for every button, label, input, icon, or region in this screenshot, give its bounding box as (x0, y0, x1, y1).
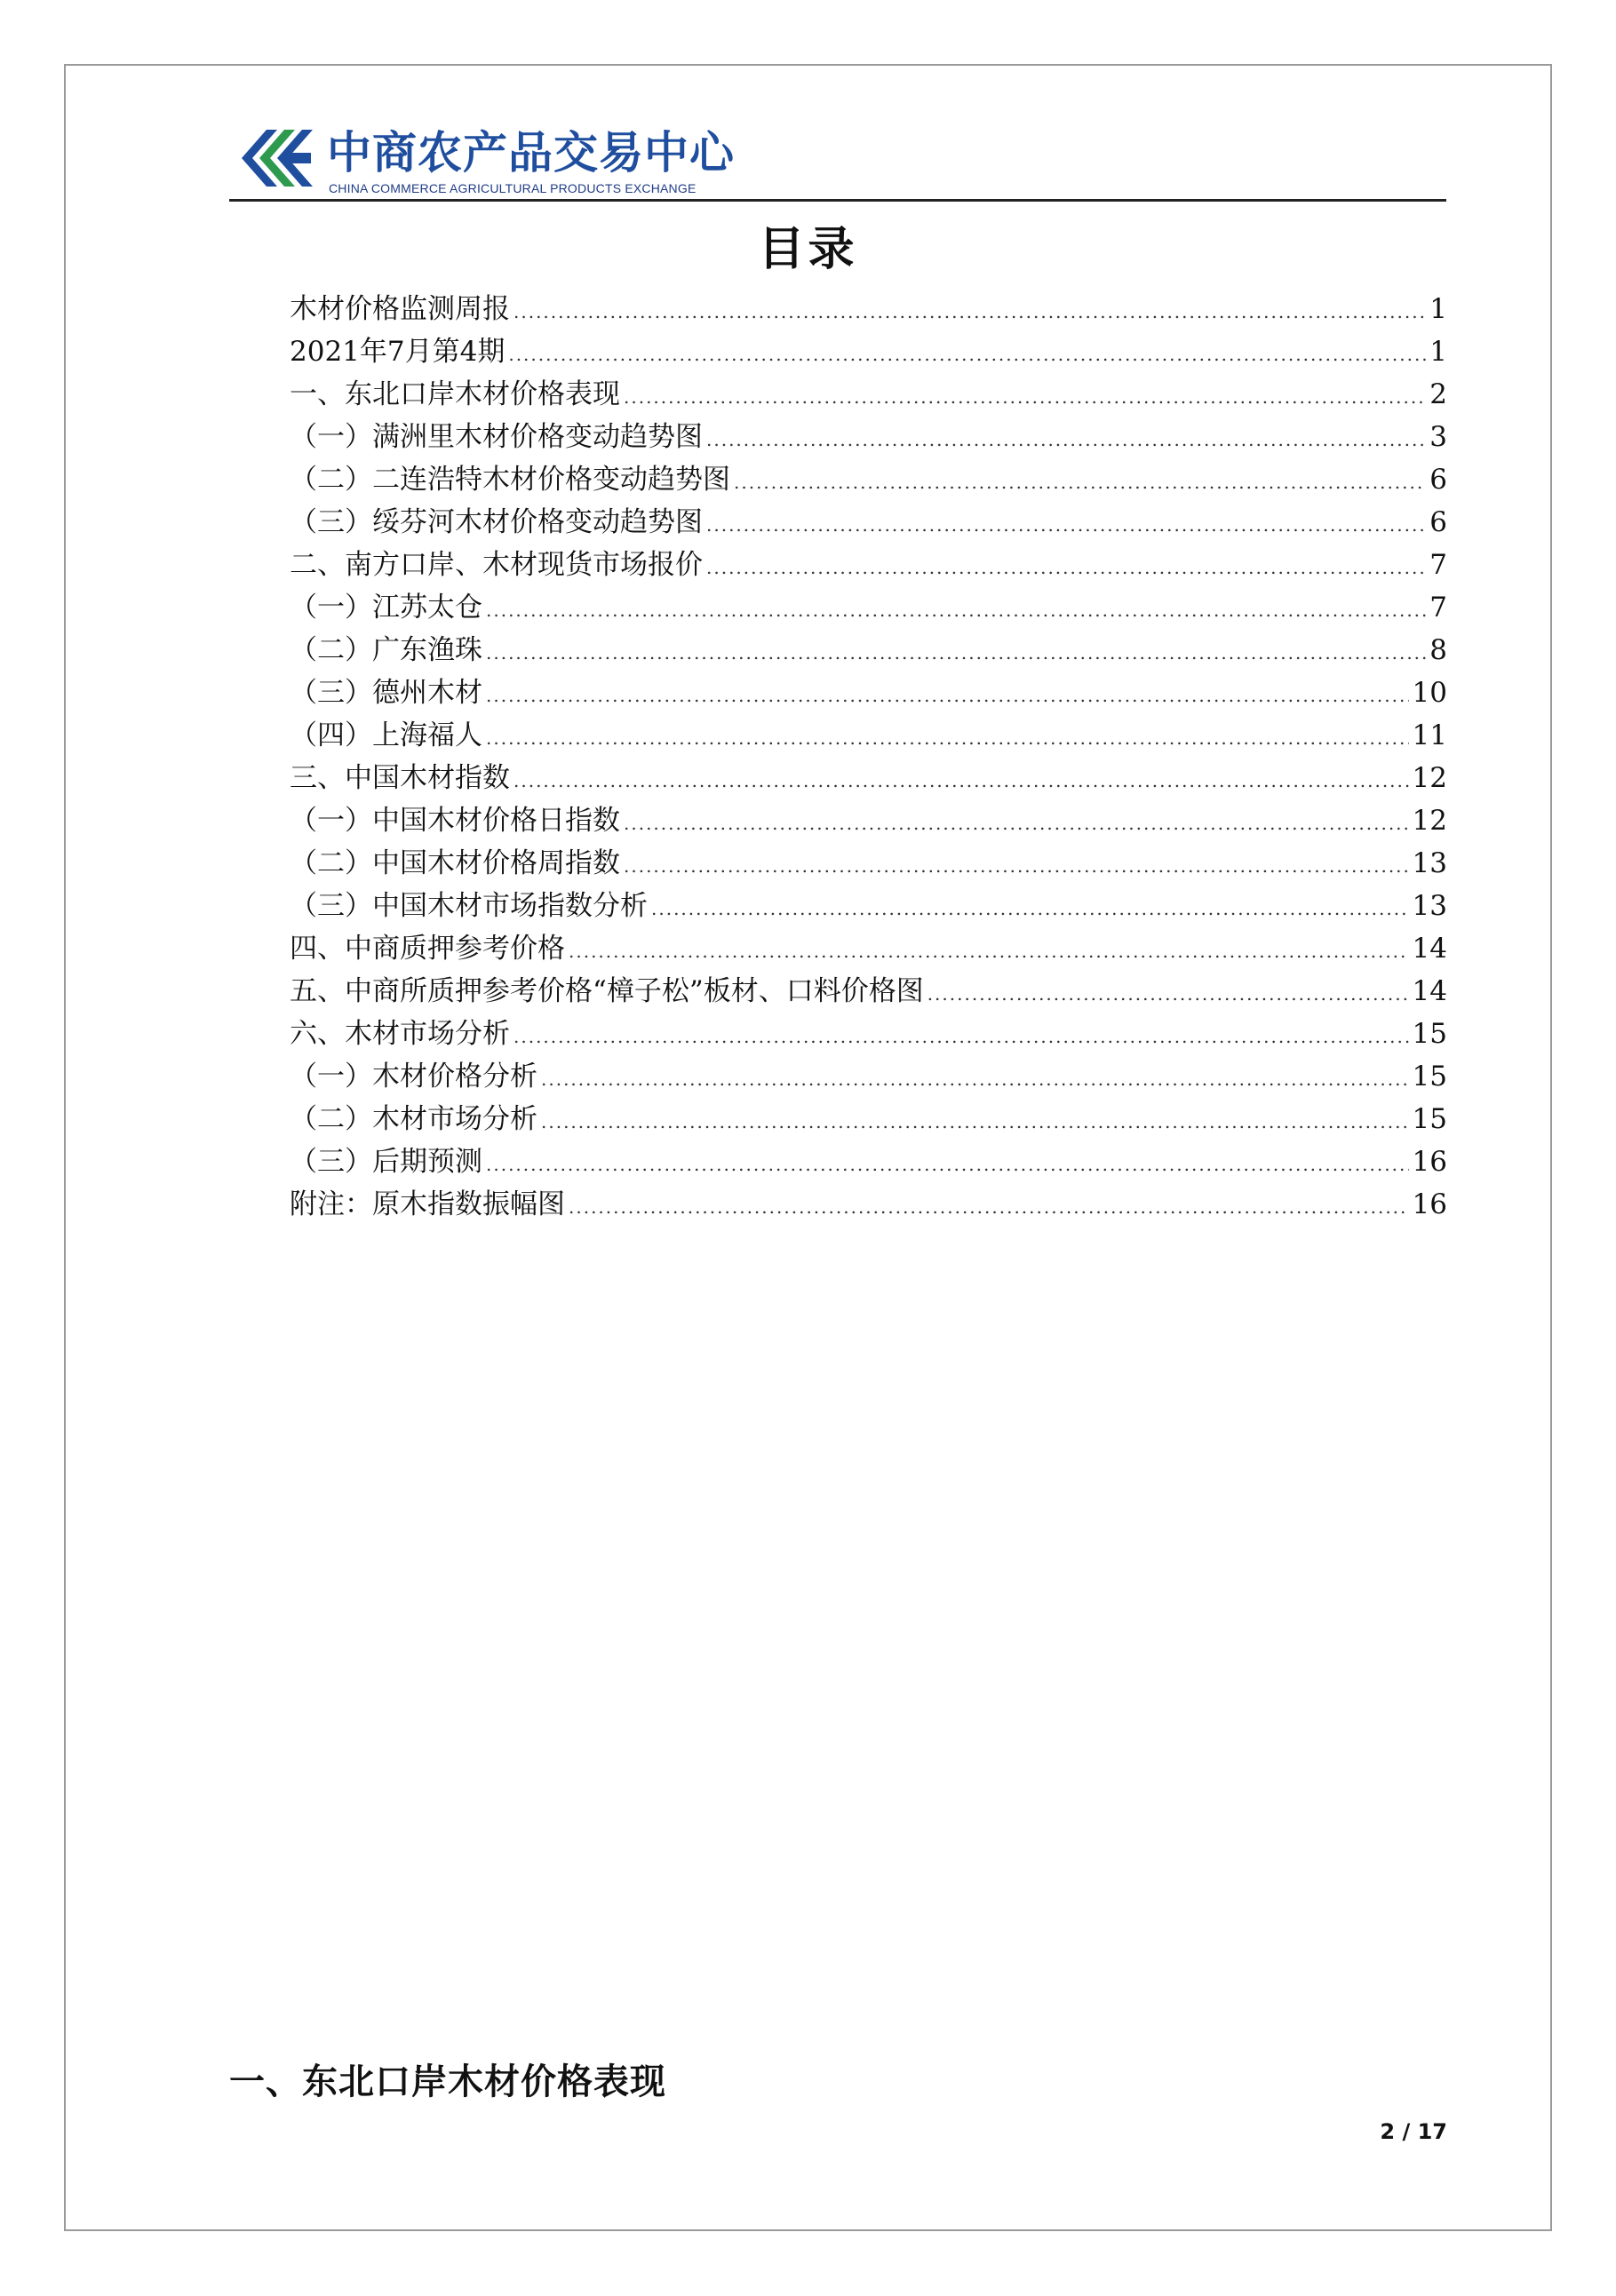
toc-entry-page: 15 (1412, 1061, 1447, 1092)
header-divider (229, 199, 1446, 202)
toc-leader-dots (486, 589, 1426, 632)
toc-leader-dots (486, 1143, 1409, 1186)
document-header (229, 112, 1446, 203)
toc-entry-text: 四、中商质押参考价格 (290, 933, 565, 965)
toc-entry-text: 五、中商所质押参考价格“樟子松”板材、口料价格图 (290, 975, 924, 1007)
toc-leader-dots (706, 504, 1426, 546)
toc-leader-dots (706, 418, 1426, 461)
toc-entry[interactable] (290, 458, 1447, 501)
toc-entry[interactable] (290, 1140, 1447, 1183)
toc-entry[interactable] (290, 330, 1447, 373)
toc-entry-page: 1 (1429, 293, 1447, 325)
toc-entry[interactable] (290, 1013, 1447, 1055)
section-heading: 一、东北口岸木材价格表现 (229, 2062, 666, 2102)
toc-entry-text: 木材价格监测周报 (290, 293, 510, 325)
toc-entry-page: 8 (1429, 634, 1447, 666)
toc-entry[interactable] (290, 757, 1447, 799)
toc-entry-page: 7 (1429, 549, 1447, 581)
toc-entry-text: （二）二连浩特木材价格变动趋势图 (290, 464, 730, 496)
brand-name-cn: 中商农产品交易中心 (327, 127, 735, 179)
toc-entry[interactable] (290, 842, 1447, 885)
toc-leader-dots (486, 717, 1409, 759)
toc-leader-dots (624, 845, 1409, 887)
toc-entry-page: 1 (1429, 336, 1447, 368)
toc-entry[interactable] (290, 1183, 1447, 1226)
toc-entry[interactable] (290, 501, 1447, 544)
toc-leader-dots (541, 1058, 1409, 1100)
toc-entry-page: 15 (1412, 1103, 1447, 1135)
toc-entry-text: （一）江苏太仓 (290, 592, 482, 624)
toc-entry-page: 2 (1429, 378, 1447, 410)
toc-entry-text: （一）木材价格分析 (290, 1061, 537, 1092)
toc-entry-text: 三、中国木材指数 (290, 762, 510, 794)
toc-entry-page: 3 (1429, 421, 1447, 453)
toc-leader-dots (624, 376, 1426, 418)
toc-entry[interactable] (290, 714, 1447, 757)
brand-name-en: CHINA COMMERCE AGRICULTURAL PRODUCTS EXCHANGE (329, 181, 697, 195)
toc-leader-dots (706, 546, 1426, 589)
toc-entry-page: 13 (1412, 847, 1447, 879)
toc-entry-text: 六、木材市场分析 (290, 1018, 510, 1050)
toc-leader-dots (734, 461, 1426, 504)
company-logo-icon (233, 123, 318, 194)
toc-entry-text: 附注：原木指数振幅图 (290, 1188, 565, 1220)
toc-entry-text: 2021年7月第4期 (290, 336, 505, 368)
toc-entry-text: （二）木材市场分析 (290, 1103, 537, 1135)
toc-leader-dots (513, 290, 1426, 333)
toc-leader-dots (508, 333, 1426, 376)
page-number: 2 / 17 (1380, 2119, 1447, 2144)
toc-entry-text: （三）中国木材市场指数分析 (290, 890, 648, 922)
toc-entry[interactable] (290, 288, 1447, 330)
toc-entry-page: 16 (1412, 1146, 1447, 1178)
table-of-contents (290, 288, 1447, 1226)
toc-entry-page: 11 (1412, 719, 1447, 751)
toc-entry[interactable] (290, 970, 1447, 1013)
toc-entry[interactable] (290, 373, 1447, 416)
toc-leader-dots (651, 887, 1409, 930)
toc-entry[interactable] (290, 629, 1447, 671)
toc-entry-text: （四）上海福人 (290, 719, 482, 751)
toc-leader-dots (513, 1015, 1409, 1058)
toc-entry[interactable] (290, 1055, 1447, 1098)
toc-entry[interactable] (290, 1098, 1447, 1140)
toc-entry-page: 6 (1429, 506, 1447, 538)
toc-entry[interactable] (290, 586, 1447, 629)
toc-leader-dots (624, 802, 1409, 845)
toc-entry-text: （三）后期预测 (290, 1146, 482, 1178)
toc-entry-page: 14 (1412, 933, 1447, 965)
toc-leader-dots (486, 674, 1409, 717)
toc-entry-page: 14 (1412, 975, 1447, 1007)
toc-entry-text: （一）满洲里木材价格变动趋势图 (290, 421, 703, 453)
toc-leader-dots (541, 1100, 1409, 1143)
toc-entry-page: 12 (1412, 762, 1447, 794)
toc-entry-page: 15 (1412, 1018, 1447, 1050)
toc-entry-page: 16 (1412, 1188, 1447, 1220)
toc-entry-text: （一）中国木材价格日指数 (290, 805, 620, 837)
toc-entry-page: 13 (1412, 890, 1447, 922)
toc-entry[interactable] (290, 671, 1447, 714)
toc-entry-page: 12 (1412, 805, 1447, 837)
toc-entry-text: （二）中国木材价格周指数 (290, 847, 620, 879)
toc-entry-text: 二、南方口岸、木材现货市场报价 (290, 549, 703, 581)
toc-entry-page: 6 (1429, 464, 1447, 496)
toc-leader-dots (927, 973, 1409, 1015)
toc-leader-dots (486, 632, 1426, 674)
toc-entry[interactable] (290, 416, 1447, 458)
toc-leader-dots (513, 759, 1409, 802)
toc-entry[interactable] (290, 544, 1447, 586)
toc-entry-text: 一、东北口岸木材价格表现 (290, 378, 620, 410)
toc-entry[interactable] (290, 927, 1447, 970)
toc-entry-text: （二）广东渔珠 (290, 634, 482, 666)
toc-entry-page: 7 (1429, 592, 1447, 624)
toc-entry[interactable] (290, 885, 1447, 927)
toc-entry[interactable] (290, 799, 1447, 842)
toc-title: 目录 (758, 223, 858, 276)
toc-leader-dots (569, 930, 1409, 973)
toc-leader-dots (569, 1186, 1409, 1228)
toc-entry-text: （三）德州木材 (290, 677, 482, 709)
toc-entry-page: 10 (1412, 677, 1447, 709)
toc-entry-text: （三）绥芬河木材价格变动趋势图 (290, 506, 703, 538)
